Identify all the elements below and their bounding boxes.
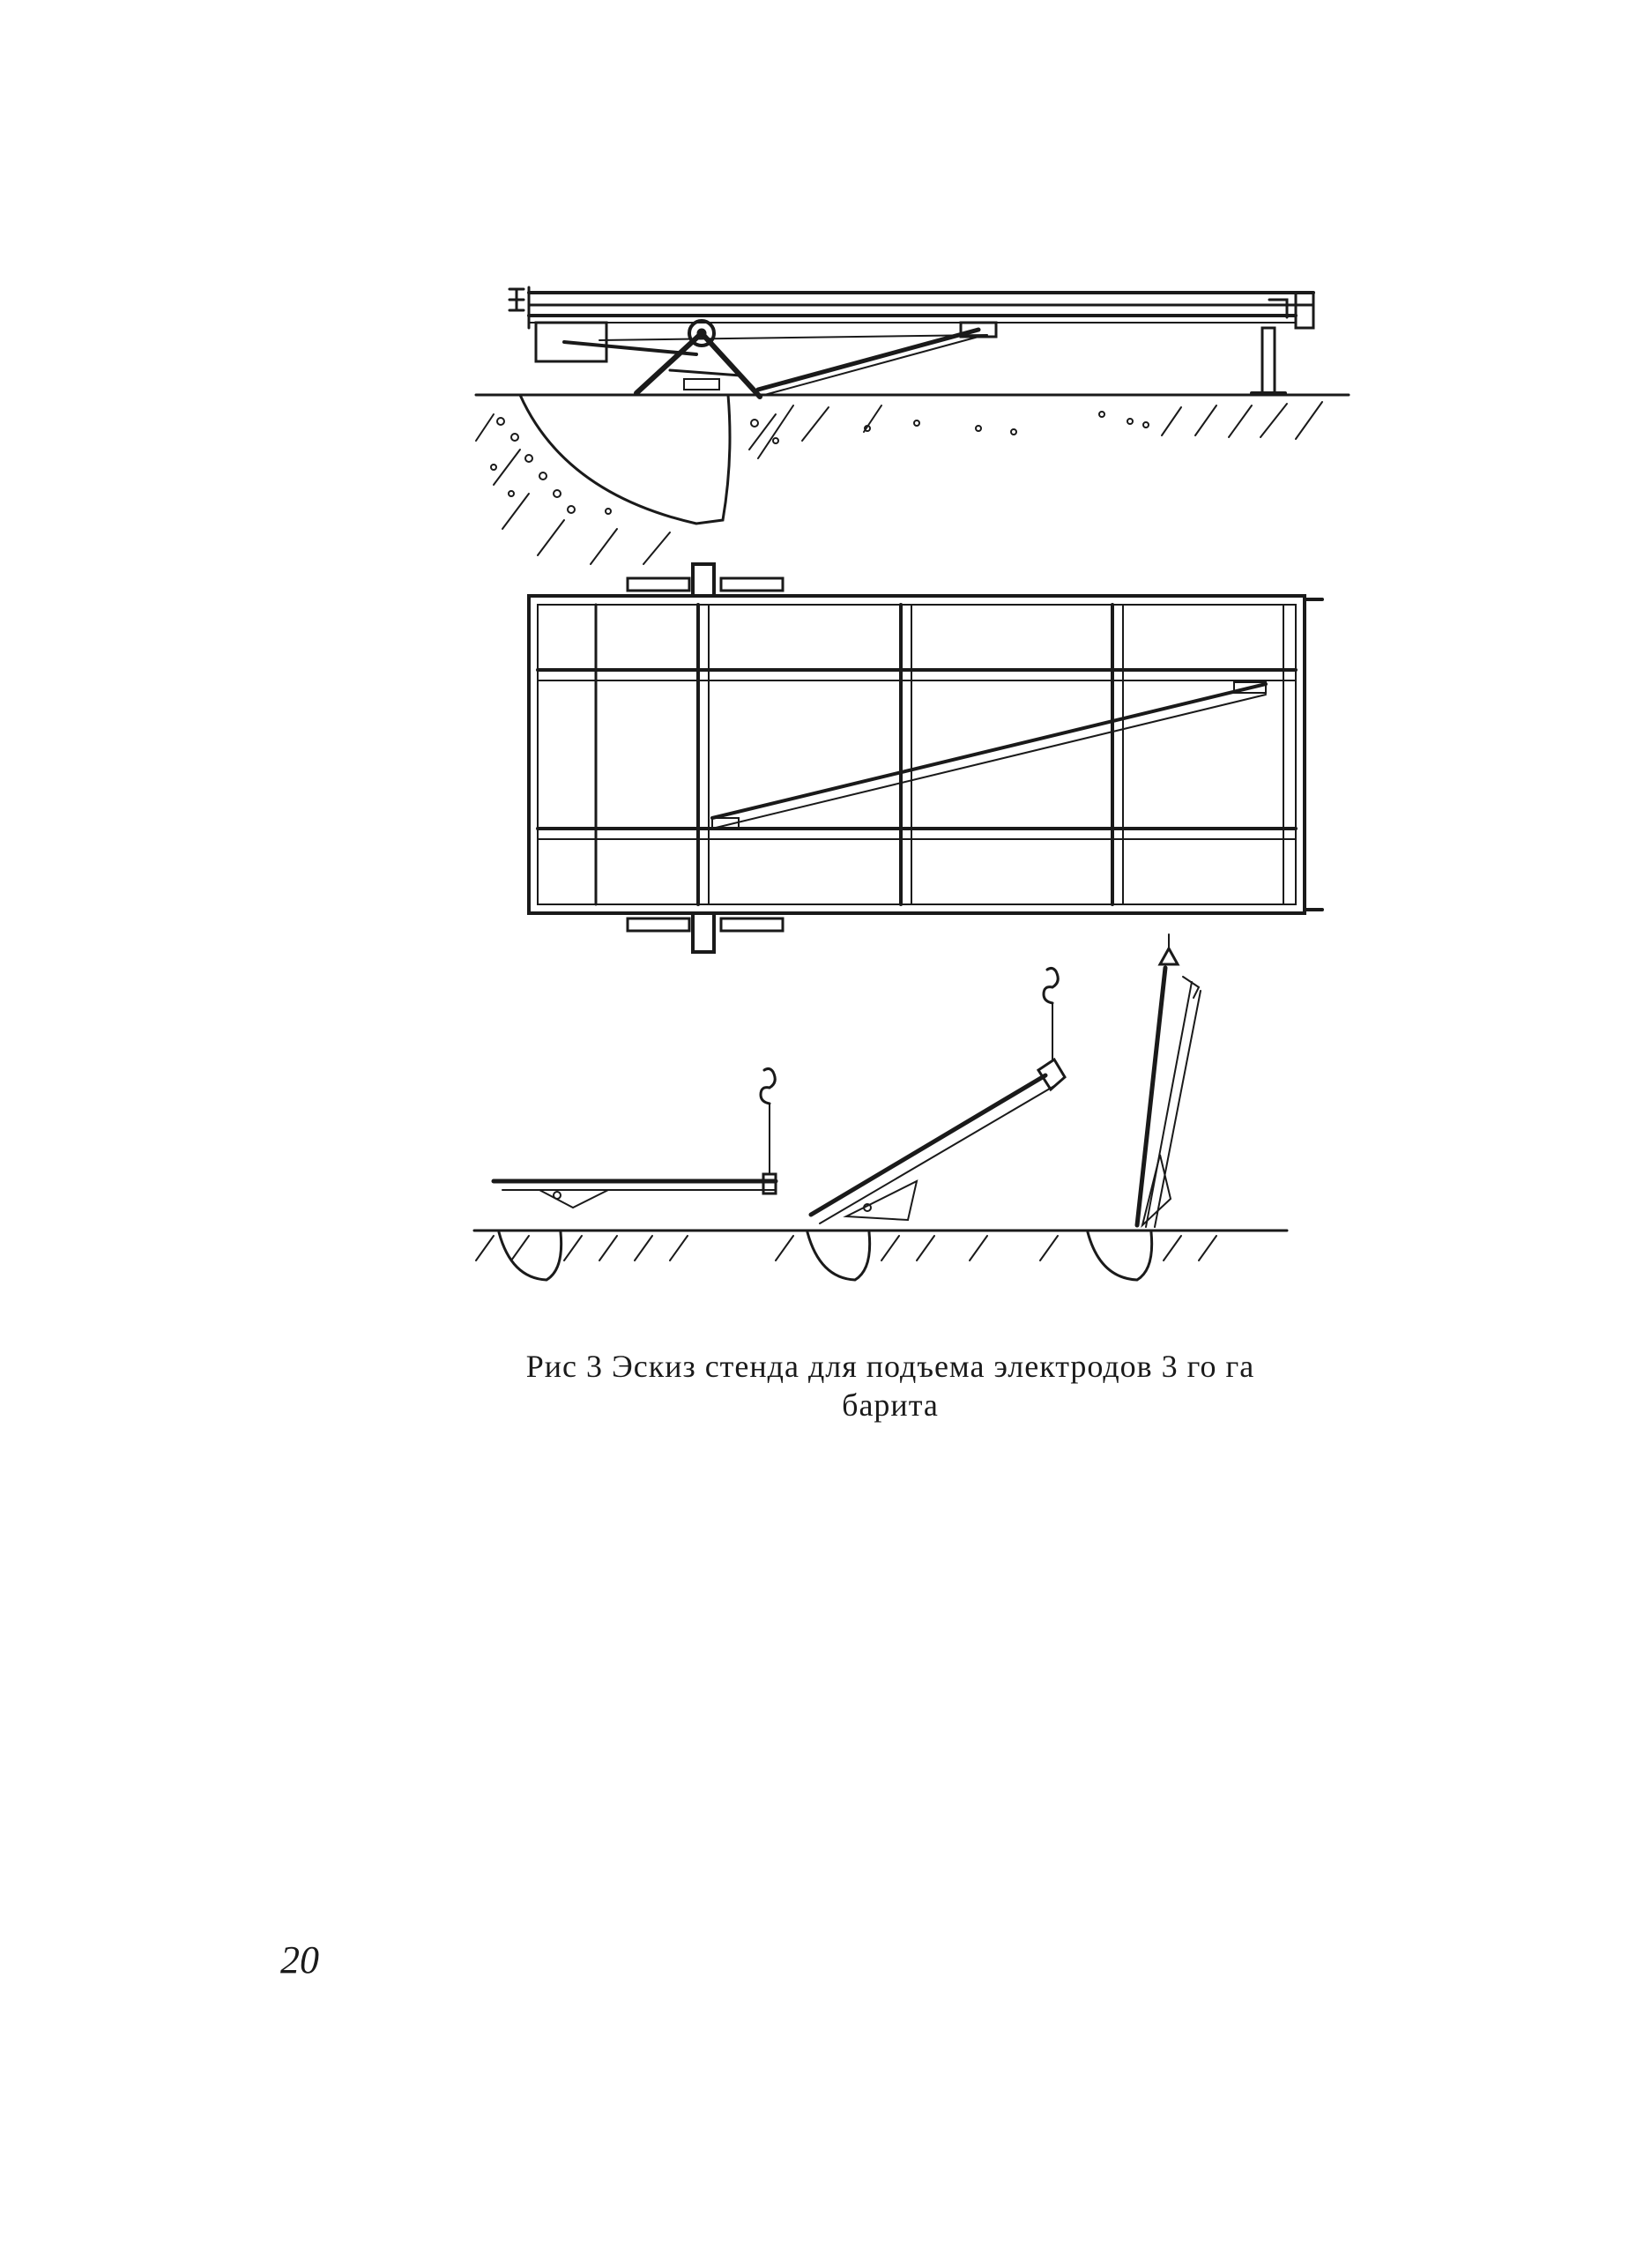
side-view [476,287,1349,564]
lifting-sequence [474,934,1287,1280]
caption-line-1: Рис 3 Эскиз стенда для подъема электродов 3 го га [525,1349,1255,1384]
figure-caption [458,1347,1322,1424]
plan-view [529,564,1322,952]
page-number: 20 [280,1938,319,1982]
caption-line-2: барита [842,1387,939,1423]
